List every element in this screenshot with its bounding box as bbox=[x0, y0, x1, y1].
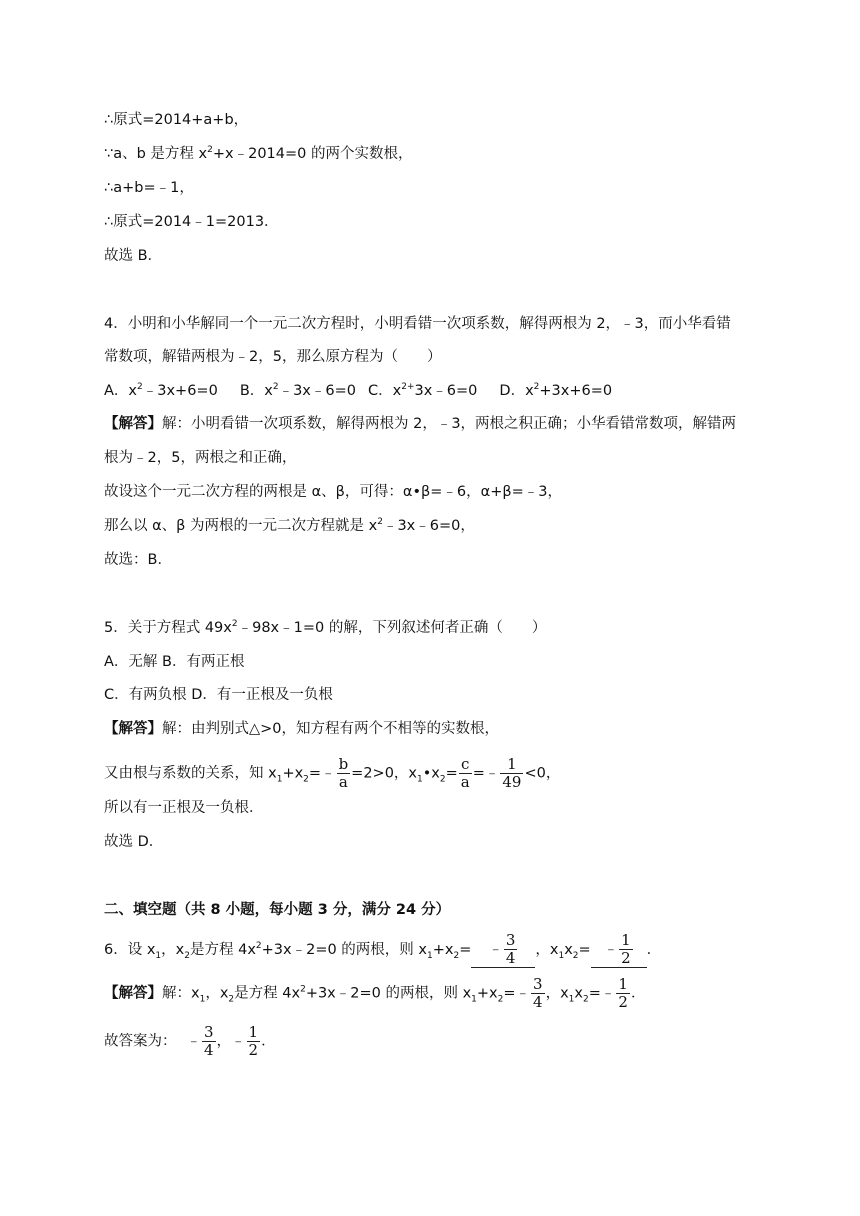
subscript: 2 bbox=[572, 950, 579, 961]
answer-line bbox=[104, 550, 172, 570]
answer-blank bbox=[471, 932, 535, 968]
fraction bbox=[531, 976, 545, 1011]
denominator: 4 bbox=[505, 949, 516, 967]
fraction bbox=[504, 932, 518, 967]
text-line bbox=[104, 178, 194, 198]
text: ﹣3x+6=0 bbox=[142, 383, 218, 399]
text: 6．设 x bbox=[104, 942, 156, 958]
text-line bbox=[104, 144, 412, 164]
subscript: 1 bbox=[417, 774, 423, 785]
superscript: 2 bbox=[377, 517, 383, 528]
text: = bbox=[459, 942, 472, 958]
text: 故答案为： bbox=[104, 1033, 177, 1050]
question-4-stem bbox=[104, 347, 441, 367]
option-b: B．x bbox=[239, 383, 273, 399]
text: ∴原式=2014+a+b， bbox=[104, 112, 249, 128]
numerator: 1 bbox=[500, 756, 523, 774]
text: ﹣3x﹣6=0 bbox=[278, 383, 356, 399]
fraction bbox=[202, 1024, 216, 1059]
text: 解：由判别式△>0，知方程有两个不相等的实数根， bbox=[162, 721, 500, 737]
text: +3x﹣2=0 的两根，则 x bbox=[305, 985, 472, 1002]
text: <0， bbox=[524, 765, 561, 782]
subscript: 2 bbox=[453, 950, 460, 961]
denominator: 2 bbox=[618, 993, 628, 1011]
question-6-stem bbox=[104, 932, 661, 968]
subscript: 1 bbox=[471, 994, 477, 1005]
question-4-stem bbox=[104, 314, 731, 334]
text: ． bbox=[646, 942, 662, 958]
fraction bbox=[500, 756, 523, 791]
text: •x bbox=[422, 765, 440, 782]
superscript: 2 bbox=[207, 145, 213, 156]
text: 故选：B． bbox=[104, 552, 172, 568]
text: ，x bbox=[545, 985, 569, 1002]
text: +3x﹣2=0 的两根，则 x bbox=[261, 942, 427, 958]
text: 故选 B． bbox=[104, 248, 163, 264]
answer-line-with-fractions bbox=[104, 976, 645, 1011]
subscript: 2 bbox=[303, 774, 309, 785]
text: ﹣98x﹣1=0 的解，下列叙述何者正确（ ） bbox=[237, 620, 547, 636]
text: +x bbox=[282, 765, 304, 782]
question-5-stem bbox=[104, 618, 546, 638]
answer-line bbox=[104, 414, 736, 434]
text: 那么以 α、β 为两根的一元二次方程就是 x bbox=[104, 518, 378, 534]
text: ，﹣ bbox=[216, 1033, 246, 1050]
numerator: 1 bbox=[618, 975, 628, 993]
numerator: c bbox=[459, 756, 472, 774]
fraction bbox=[616, 976, 630, 1011]
text: +x bbox=[476, 985, 498, 1002]
text: 故设这个一元二次方程的两根是 α、β，可得：α•β=﹣6，α+β=﹣3， bbox=[104, 484, 562, 500]
denominator: 49 bbox=[502, 773, 522, 791]
text: ﹣ bbox=[603, 941, 619, 958]
text: ，x bbox=[205, 985, 229, 1002]
subscript: 1 bbox=[199, 994, 206, 1005]
text: x bbox=[564, 942, 573, 958]
fraction bbox=[337, 756, 351, 791]
text: 故选 D． bbox=[104, 834, 164, 850]
answer-tag: 【解答】 bbox=[104, 985, 162, 1002]
text: ﹣ bbox=[186, 1033, 201, 1050]
question-4-options bbox=[104, 381, 612, 401]
text: ，x bbox=[161, 942, 185, 958]
superscript: 2 bbox=[231, 619, 238, 630]
text: ，x bbox=[535, 942, 559, 958]
superscript: 2 bbox=[533, 382, 540, 393]
text: x bbox=[574, 985, 583, 1002]
denominator: 4 bbox=[204, 1041, 214, 1059]
text-line bbox=[104, 110, 248, 130]
answer-line bbox=[104, 798, 264, 818]
option-a: A．x bbox=[104, 383, 138, 399]
text: ﹣3x﹣6=0， bbox=[382, 518, 475, 534]
answer-line bbox=[104, 832, 163, 852]
superscript: 2+ bbox=[401, 382, 415, 393]
text: =﹣ bbox=[588, 985, 616, 1002]
subscript: 2 bbox=[439, 774, 446, 785]
subscript: 1 bbox=[155, 950, 162, 961]
subscript: 1 bbox=[427, 950, 433, 961]
text: 3x﹣6=0 bbox=[414, 383, 478, 399]
text: +x﹣2014=0 的两个实数根， bbox=[212, 146, 413, 162]
denominator: 4 bbox=[533, 993, 543, 1011]
text: C．有两负根 D．有一正根及一负根 bbox=[104, 687, 333, 703]
denominator: a bbox=[338, 773, 348, 791]
answer-tag: 【解答】 bbox=[104, 721, 162, 737]
subscript: 1 bbox=[558, 950, 565, 961]
answer-blank bbox=[591, 932, 647, 968]
text: A．无解 B．有两正根 bbox=[104, 654, 245, 670]
text: = bbox=[578, 942, 591, 958]
text: =﹣ bbox=[472, 765, 500, 782]
text: ﹣ bbox=[488, 941, 503, 958]
answer-line-with-fractions bbox=[104, 756, 560, 791]
section-title bbox=[104, 900, 450, 920]
superscript: 2 bbox=[255, 941, 262, 952]
numerator: 3 bbox=[204, 1023, 214, 1041]
text: = bbox=[445, 765, 458, 782]
numerator: 3 bbox=[505, 931, 516, 949]
text: =2>0，x bbox=[351, 765, 418, 782]
fraction bbox=[247, 1024, 261, 1059]
text: 二、填空题（共 8 小题，每小题 3 分，满分 24 分） bbox=[104, 902, 451, 918]
answer-tag: 【解答】 bbox=[104, 416, 162, 432]
subscript: 1 bbox=[276, 774, 283, 785]
text: ∴a+b=﹣1， bbox=[104, 180, 194, 196]
text: 是方程 4x bbox=[189, 942, 256, 958]
subscript: 2 bbox=[228, 994, 235, 1005]
text: 解：小明看错一次项系数，解得两根为 2，﹣3，两根之积正确；小华看错常数项，解错两 bbox=[162, 416, 737, 432]
text: 所以有一正根及一负根． bbox=[104, 800, 264, 816]
text: ∵a、b 是方程 x bbox=[104, 146, 208, 162]
option-d: D．x bbox=[499, 383, 534, 399]
text: 5．关于方程式 49x bbox=[104, 620, 232, 636]
text: =﹣ bbox=[308, 765, 336, 782]
numerator: 1 bbox=[621, 931, 631, 949]
text: 常数项，解错两根为﹣2，5，那么原方程为（ ） bbox=[104, 349, 442, 365]
question-5-options bbox=[104, 652, 244, 672]
final-answer-line bbox=[104, 1024, 276, 1059]
superscript: 2 bbox=[137, 382, 143, 393]
answer-line bbox=[104, 516, 475, 536]
subscript: 2 bbox=[184, 950, 190, 961]
answer-line bbox=[104, 482, 562, 502]
denominator: 2 bbox=[248, 1041, 259, 1059]
fraction bbox=[619, 932, 633, 967]
text: 解：x bbox=[162, 985, 200, 1002]
numerator: b bbox=[338, 755, 349, 773]
text: ． bbox=[261, 1033, 276, 1050]
answer-line bbox=[104, 448, 296, 468]
option-c: C．x bbox=[368, 383, 402, 399]
subscript: 2 bbox=[583, 994, 589, 1005]
text: 4．小明和小华解同一个一元二次方程时，小明看错一次项系数，解得两根为 2，﹣3，而小华看错 bbox=[104, 316, 731, 332]
denominator: a bbox=[460, 773, 470, 791]
text: 根为﹣2，5，两根之和正确， bbox=[104, 450, 297, 466]
text: 是方程 4x bbox=[234, 985, 301, 1002]
text: +3x+6=0 bbox=[539, 383, 613, 399]
superscript: 2 bbox=[272, 382, 279, 393]
subscript: 1 bbox=[568, 994, 575, 1005]
text: ∴原式=2014﹣1=2013． bbox=[104, 214, 279, 230]
fraction bbox=[459, 756, 472, 791]
numerator: 1 bbox=[248, 1023, 259, 1041]
text-line bbox=[104, 212, 279, 232]
question-5-options bbox=[104, 685, 333, 705]
text: 又由根与系数的关系，知 x bbox=[104, 765, 277, 782]
superscript: 2 bbox=[300, 984, 306, 995]
text: ． bbox=[630, 985, 646, 1002]
numerator: 3 bbox=[533, 975, 543, 993]
denominator: 2 bbox=[621, 949, 631, 967]
answer-line bbox=[104, 719, 499, 739]
text: =﹣ bbox=[503, 985, 531, 1002]
text-line bbox=[104, 246, 162, 266]
text: +x bbox=[432, 942, 454, 958]
subscript: 2 bbox=[497, 994, 504, 1005]
